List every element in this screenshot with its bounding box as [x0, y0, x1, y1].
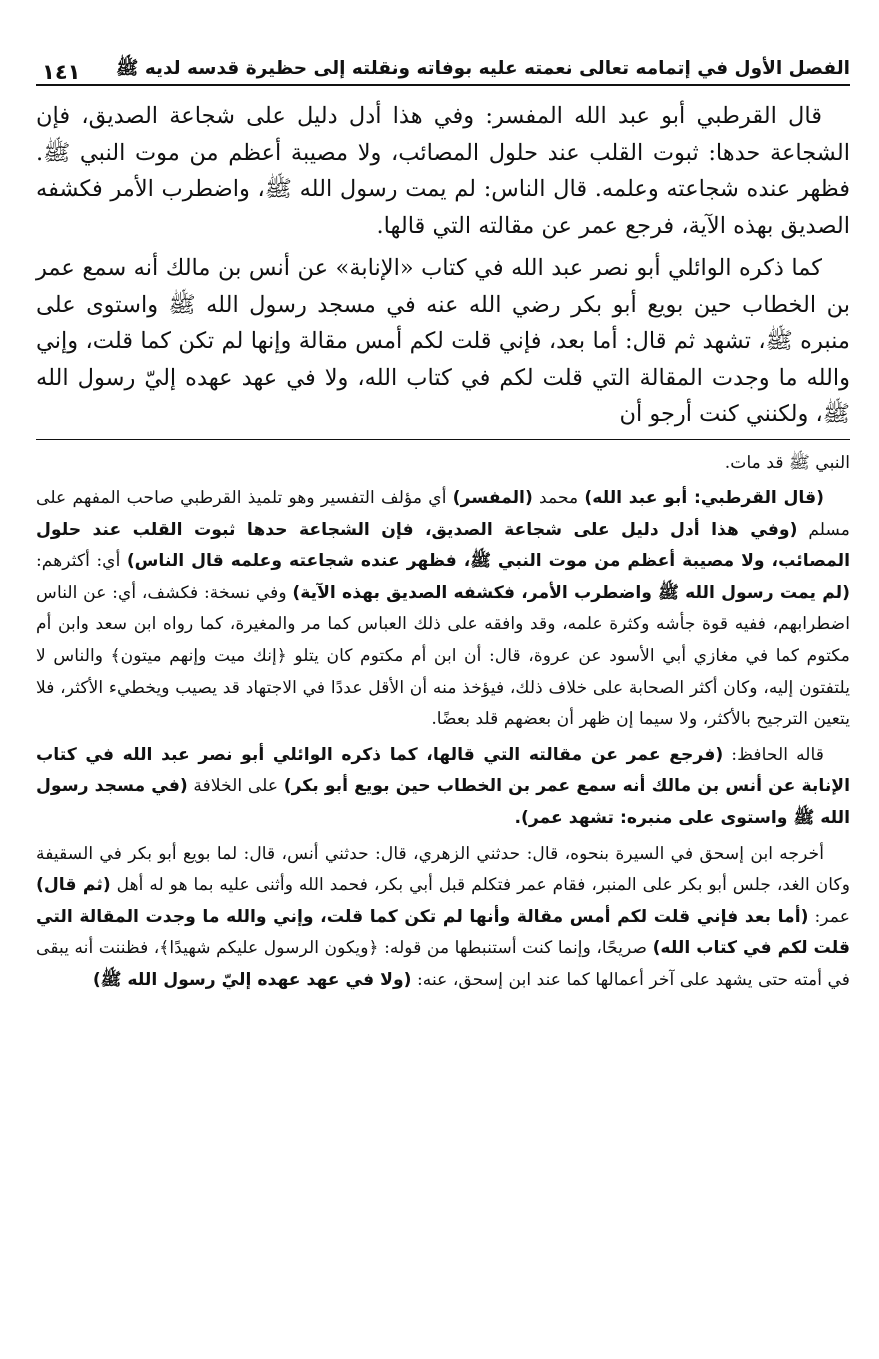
commentary-paragraph-1: [36, 483, 850, 736]
commentary-bold-segment: (وفي هذا أدل دليل على شجاعة الصديق، فإن الشجاعة حدها ثبوت القلب عند حلول المصائب، ولا مصيبة أعظم من موت النبي ﷺ، فظهر عنده شجاعته وعلمه قال الناس): [36, 519, 850, 572]
commentary-bold-segment: (المفسر): [452, 488, 533, 509]
commentary-bold-segment: (فرجع عمر عن مقالته التي قالها، كما ذكره الوائلي أبو نصر عبد الله في كتاب الإنابة عن أنس بن مالك أنه سمع عمر بن الخطاب حين بويع أبو بكر): [36, 744, 850, 797]
commentary-segment: محمد: [532, 488, 585, 509]
footnote-separator: [36, 439, 850, 440]
commentary-bold-segment: (ثم قال): [36, 875, 111, 896]
commentary-segment: على الخلافة: [187, 776, 284, 797]
page: [36, 40, 850, 1001]
commentary-segment: أي: أكثرهم:: [36, 551, 127, 572]
running-header: [36, 40, 850, 86]
commentary-bold-segment: (أما بعد فإني قلت لكم أمس مقالة وأنها لم تكن كما قلت، وإني والله ما وجدت المقالة التي قلت لكم في كتاب الله): [36, 906, 850, 959]
commentary-segment: قاله الحافظ:: [723, 744, 824, 765]
main-paragraph-1: قال القرطبي أبو عبد الله المفسر: وفي هذا أدل دليل على شجاعة الصديق، فإن الشجاعة حدها: ثبوت القلب عند حلول المصائب، ولا مصيبة أعظم من موت النبي ﷺ. فظهر عنده شجاعته وعلمه. قال الناس: لم يمت رسول الله ﷺ، واضطرب الأمر فكشفه الصديق بهذه الآية، فرجع عمر عن مقالته التي قالها.: [36, 103, 850, 239]
commentary-paragraph-2: [36, 740, 850, 835]
commentary-paragraph-3: [36, 839, 850, 997]
chapter-title: الفصل الأول في إتمامه تعالى نعمته عليه بوفاته ونقلته إلى حظيرة قدسه لديه ﷺ: [116, 58, 850, 79]
commentary-bold-segment: (قال القرطبي: أبو عبد الله): [584, 488, 824, 509]
commentary-bold-segment: (في مسجد رسول الله ﷺ واستوى على منبره: تشهد عمر).: [36, 776, 850, 829]
main-paragraph-2: كما ذكره الوائلي أبو نصر عبد الله في كتاب «الإنابة» عن أنس بن مالك أنه سمع عمر بن الخطاب حين بويع أبو بكر رضي الله عنه في مسجد رسول الله ﷺ واستوى على منبره ﷺ، تشهد ثم قال: أما بعد، فإني قلت لكم أمس مقالة وإنها لم تكن كما قلت، وإني والله ما وجدت المقالة التي قلت لكم في كتاب الله، ولا في عهد عهده إليّ رسول الله ﷺ، ولكنني كنت أرجو أن: [36, 255, 850, 427]
commentary-segment: أخرجه ابن إسحق في السيرة بنحوه، قال: حدثني الزهري، قال: حدثني أنس، قال: لما بويع أبو بكر في السقيفة وكان الغد، جلس أبو بكر على المنبر، فقام عمر فتكلم قبل أبي بكر، فحمد الله وأثنى عليه بما هو له أهل: [36, 843, 851, 896]
commentary-segment: وفي نسخة: فكشف، أي: عن الناس اضطرابهم، ففيه قوة جأشه وكثرة علمه، وقد وافقه على ذلك العباس كما مر والمغيرة، كما رواه ابن سعد وابن أم مكتوم كما في مغازي أبي الأسود عن عروة، قال: أن ابن أم مكتوم كان يتلو ﴿إنك ميت وإنهم ميتون﴾ والناس لا يلتفتون إليه، وكان أكثر الصحابة على خلاف ذلك، فيؤخذ منه أن الأقل عددًا في الاجتهاد قد يصيب ويخطيء الأكثر، فلا يتعين الترجيح بالأكثر، ولا سيما إن ظهر أن بعضهم قلد بعضًا.: [36, 582, 850, 730]
commentary: [36, 448, 850, 997]
commentary-bold-segment: (لم يمت رسول الله ﷺ واضطرب الأمر، فكشفه الصديق بهذه الآية): [292, 582, 850, 603]
commentary-line-1: النبي ﷺ قد مات.: [724, 452, 850, 473]
commentary-segment: أي مؤلف التفسير وهو تلميذ القرطبي صاحب المفهم على مسلم: [36, 488, 850, 540]
commentary-bold-segment: (ولا في عهد عهده إليّ رسول الله ﷺ): [92, 970, 412, 990]
commentary-segment: عمر:: [808, 906, 850, 927]
page-number: ١٤١: [42, 60, 81, 84]
commentary-segment: صريحًا، وإنما كنت أستنبطها من قوله: ﴿ويكون الرسول عليكم شهيدًا﴾، فظننت أنه يبقى في أمته حتى يشهد على آخر أعمالها كما عند ابن إسحق، عنه:: [36, 938, 850, 990]
main-text: [36, 98, 850, 433]
